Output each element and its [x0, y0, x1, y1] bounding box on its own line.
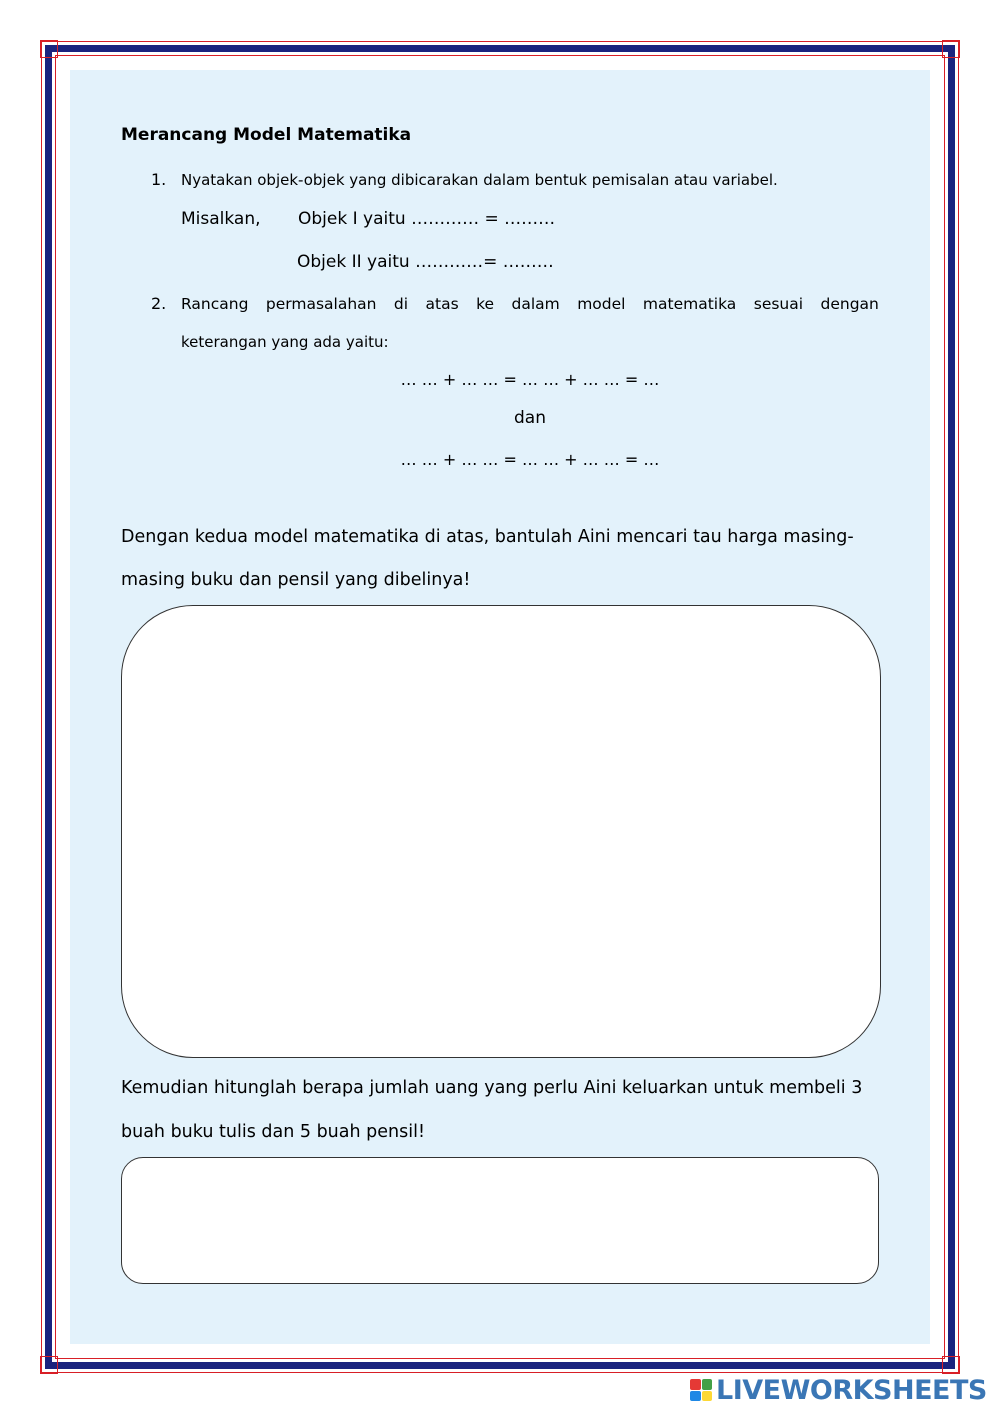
logo-text: LIVEWORKSHEETS	[716, 1374, 987, 1406]
logo-square	[690, 1391, 701, 1402]
objek-1-blank[interactable]: Objek I yaitu ………… = ………	[298, 209, 556, 229]
logo-square	[702, 1391, 713, 1402]
question-1-line1: Dengan kedua model matematika di atas, bantulah Aini mencari tau harga masing-	[121, 527, 854, 547]
item-number: 1.	[151, 170, 167, 189]
answer-box-prices[interactable]	[121, 605, 881, 1058]
frame-corner-ornament	[942, 40, 960, 58]
objek-2-blank[interactable]: Objek II yaitu …………= ………	[297, 252, 554, 272]
word: dengan	[820, 295, 879, 313]
liveworksheets-logo-icon	[690, 1379, 712, 1401]
logo-square	[690, 1379, 701, 1390]
question-2-line1: Kemudian hitunglah berapa jumlah uang yang perlu Aini keluarkan untuk membeli 3	[121, 1078, 863, 1098]
word: sesuai	[753, 295, 804, 313]
section-title: Merancang Model Matematika	[121, 125, 412, 145]
question-1-line2: masing buku dan pensil yang dibelinya!	[121, 570, 471, 590]
answer-box-total[interactable]	[121, 1157, 879, 1284]
word: ke	[476, 295, 495, 313]
frame-corner-ornament	[40, 1356, 58, 1374]
word: di	[393, 295, 409, 313]
word: atas	[425, 295, 459, 313]
word: permasalahan	[265, 295, 377, 313]
question-2-line2: buah buku tulis dan 5 buah pensil!	[121, 1122, 425, 1142]
misalkan-label: Misalkan,	[181, 209, 261, 229]
item-1-instruction: Nyatakan objek-objek yang dibicarakan dalam bentuk pemisalan atau variabel.	[181, 171, 778, 189]
equation-1-blank[interactable]: … … + … … = … … + … … = …	[400, 370, 660, 389]
item-2-instruction-line2: keterangan yang ada yaitu:	[181, 333, 389, 351]
word: model	[577, 295, 626, 313]
item-2-instruction-line1	[181, 295, 879, 313]
word: Rancang	[181, 295, 249, 313]
item-number: 2.	[151, 294, 167, 313]
frame-corner-ornament	[942, 1356, 960, 1374]
word: dalam	[511, 295, 560, 313]
word: matematika	[642, 295, 737, 313]
equation-connector: dan	[514, 408, 546, 428]
equation-2-blank[interactable]: … … + … … = … … + … … = …	[400, 450, 660, 469]
frame-corner-ornament	[40, 40, 58, 58]
liveworksheets-logo	[690, 1374, 987, 1406]
logo-square	[702, 1379, 713, 1390]
